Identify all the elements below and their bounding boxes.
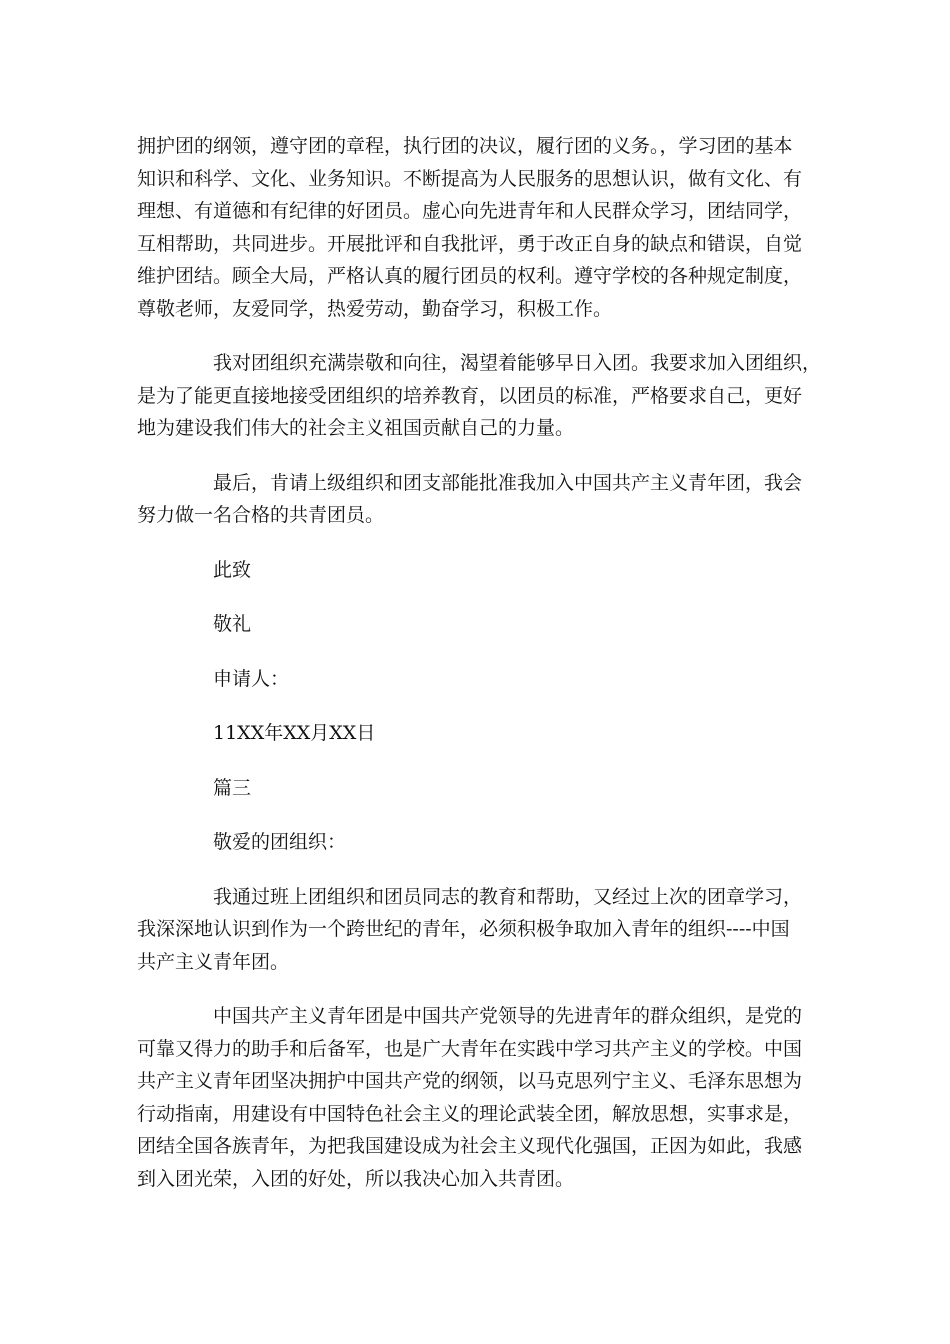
salute-line: 敬礼	[213, 613, 252, 635]
text-line: 努力做一名合格的共青团员。	[137, 504, 385, 526]
text-line: 是为了能更直接地接受团组织的培养教育，以团员的标准，严格要求自己，更好	[137, 384, 803, 407]
text-line: 维护团结。顾全大局，严格认真的履行团员的权利。遵守学校的各种规定制度，	[137, 265, 803, 287]
text-line: 共产主义青年团。	[137, 950, 290, 973]
text-line: 到入团光荣，入团的好处，所以我决心加入共青团。	[137, 1167, 575, 1190]
text-line: 共产主义青年团坚决拥护中国共产党的纲领，以马克思列宁主义、毛泽东思想为	[137, 1070, 803, 1092]
document-body	[137, 130, 822, 1217]
text-line: 互相帮助，共同进步。开展批评和自我批评，勇于改正自身的缺点和错误，自觉	[137, 232, 803, 255]
text-line: 我对团组织充满崇敬和向往，渴望着能够早日入团。我要求加入团组织，	[213, 352, 822, 374]
text-line: 拥护团的纲领，遵守团的章程，执行团的决议，履行团的义务。，学习团的基本	[137, 135, 793, 157]
text-line: 团结全国各族青年，为把我国建设成为社会主义现代化强国，正因为如此，我感	[137, 1135, 803, 1157]
paragraph-duties	[137, 130, 817, 325]
text-line: 我深深地认识到作为一个跨世纪的青年，必须积极争取加入青年的组织----中国	[137, 918, 790, 940]
paragraph-motivation	[137, 881, 817, 979]
text-line: 我通过班上团组织和团员同志的教育和帮助，又经过上次的团章学习，	[213, 885, 803, 908]
text-line: 理想、有道德和有纪律的好团员。虚心向先进青年和人民群众学习，团结同学，	[137, 200, 803, 222]
text-line: 可靠又得力的助手和后备军，也是广大青年在实践中学习共产主义的学校。中国	[137, 1037, 803, 1060]
text-line: 尊敬老师，友爱同学，热爱劳动，勤奋学习，积极工作。	[137, 297, 613, 320]
section-heading: 篇三	[213, 776, 252, 799]
greeting-line: 敬爱的团组织：	[213, 831, 347, 853]
paragraph-request	[137, 467, 817, 532]
paragraph-aspiration	[137, 347, 822, 445]
text-line: 地为建设我们伟大的社会主义祖国贡献自己的力量。	[137, 417, 575, 439]
paragraph-league-description	[137, 1000, 817, 1195]
text-line: 中国共产主义青年团是中国共产党领导的先进青年的群众组织，是党的	[213, 1005, 803, 1027]
date-line: 11XX年XX月XX日	[213, 722, 376, 744]
text-line: 行动指南，用建设有中国特色社会主义的理论武装全团，解放思想，实事求是，	[137, 1102, 803, 1125]
text-line: 知识和科学、文化、业务知识。不断提高为人民服务的思想认识，做有文化、有	[137, 167, 803, 190]
text-line: 最后，肯请上级组织和团支部能批准我加入中国共产主义青年团，我会	[213, 471, 803, 494]
closing-line: 此致	[213, 558, 252, 581]
applicant-line: 申请人：	[213, 667, 290, 690]
